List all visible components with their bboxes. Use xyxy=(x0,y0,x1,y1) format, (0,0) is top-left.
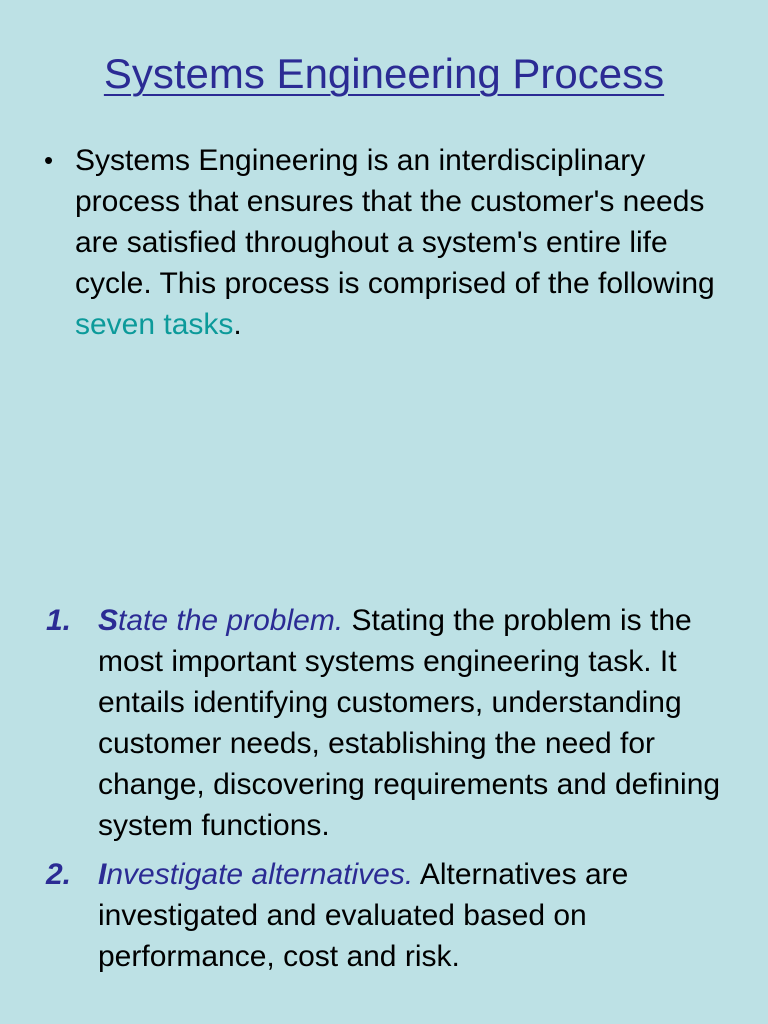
task-number: 1. xyxy=(46,604,72,637)
task-heading xyxy=(98,604,343,637)
intro-text-end: . xyxy=(233,308,242,341)
bullet-glyph: • xyxy=(44,145,54,175)
task-heading-rest: nvestigate alternatives. xyxy=(106,858,414,891)
intro-bullet-paragraph xyxy=(44,140,744,345)
task-heading-initial: I xyxy=(98,858,107,891)
task-number: 2. xyxy=(46,858,72,891)
slide-title: Systems Engineering Process xyxy=(103,50,665,97)
intro-text xyxy=(75,140,744,345)
task-item-2 xyxy=(46,854,746,977)
task-heading xyxy=(98,858,413,891)
task-heading-rest: tate the problem. xyxy=(118,604,344,637)
seven-tasks-highlight: seven tasks xyxy=(75,308,234,341)
task-list xyxy=(46,600,746,985)
task-heading-initial: S xyxy=(98,604,119,637)
task-item-1 xyxy=(46,600,746,846)
task-body: Alternatives are investigated and evaluated based on performance, cost and risk. xyxy=(98,858,629,973)
intro-text-main: Systems Engineering is an interdisciplinary process that ensures that the customer's needs are satisfied throughout a system's entire life cycle. This process is comprised of the following xyxy=(75,144,715,300)
task-body: Stating the problem is the most important systems engineering task. It entails identifying customers, understanding customer needs, establishing the need for change, discovering requirements and defining system functions. xyxy=(98,604,721,842)
